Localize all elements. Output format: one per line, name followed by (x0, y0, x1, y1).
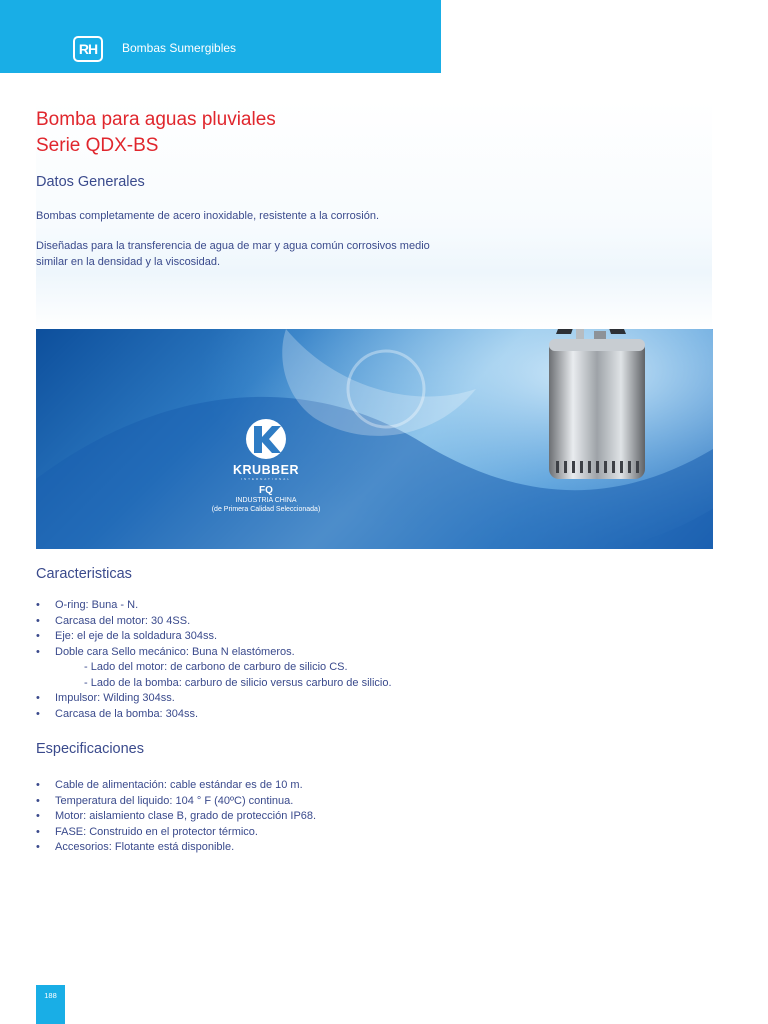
section-title: Bombas Sumergibles (122, 41, 237, 55)
brand-origin: INDUSTRIA CHINA (235, 497, 297, 504)
page-title-line2: Serie QDX-BS (36, 135, 159, 156)
product-banner (36, 329, 713, 549)
rh-logo: RH (73, 36, 103, 62)
list-subitem: - Lado del motor: de carbono de carburo de silicio CS. (84, 661, 348, 673)
brand-name: KRUBBER (233, 463, 299, 477)
list-item: • Accesorios: Flotante está disponible. (36, 840, 316, 856)
list-item: • Eje: el eje de la soldadura 304ss. (36, 629, 392, 645)
list-item: • Carcasa de la bomba: 304ss. (36, 707, 392, 723)
list-item: • Temperatura del liquido: 104 ° F (40ºC) continua. (36, 794, 316, 810)
list-item: • O-ring: Buna - N. (36, 598, 392, 614)
page-title (36, 107, 276, 159)
pump-image (549, 329, 645, 479)
list-item: • Motor: aislamiento clase B, grado de protección IP68. (36, 809, 316, 825)
header-band (0, 0, 441, 73)
datos-generales-paragraph-1: Bombas completamente de acero inoxidable, resistente a la corrosión. (36, 210, 380, 222)
brand-tagline: INTERNATIONAL (241, 477, 291, 481)
brand-quality-note: (de Primera Calidad Seleccionada) (211, 506, 321, 513)
list-item: • Cable de alimentación: cable estándar es de 10 m. (36, 778, 316, 794)
brand-block (196, 437, 336, 514)
caracteristicas-heading: Caracteristicas (36, 566, 132, 582)
caracteristicas-list (36, 598, 392, 722)
especificaciones-heading: Especificaciones (36, 741, 144, 757)
list-item: • Carcasa del motor: 30 4SS. (36, 614, 392, 630)
list-subitem: - Lado de la bomba: carburo de silicio versus carburo de silicio. (84, 676, 392, 689)
list-item: • Doble cara Sello mecánico: Buna N elastómeros. (36, 645, 392, 661)
especificaciones-list (36, 778, 316, 856)
datos-generales-heading: Datos Generales (36, 174, 145, 190)
brand-model: FQ (259, 485, 273, 496)
page-number: 188 (44, 991, 57, 1000)
page-title-line1: Bomba para aguas pluviales (36, 109, 276, 130)
datos-generales-paragraph-2: Diseñadas para la transferencia de agua de mar y agua común corrosivos medio similar en la densidad y la viscosidad. (36, 240, 430, 268)
page-number-tab (36, 985, 65, 1024)
list-item: • FASE: Construido en el protector térmico. (36, 825, 316, 841)
banner-artwork (36, 329, 713, 549)
list-item: • Impulsor: Wilding 304ss. (36, 691, 392, 707)
